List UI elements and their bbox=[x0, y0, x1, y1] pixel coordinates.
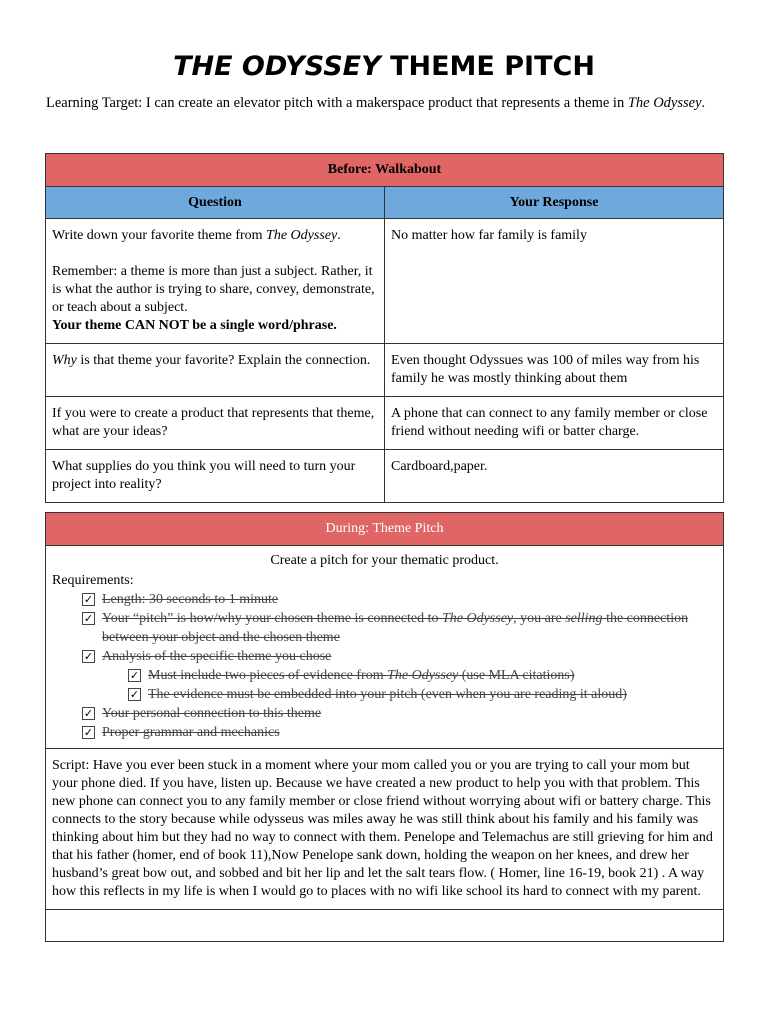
requirements-row bbox=[46, 546, 724, 749]
during-theme-pitch-table bbox=[45, 512, 724, 942]
list-item: ✓ Must include two pieces of evidence from The Odyssey (use MLA citations) bbox=[129, 668, 575, 683]
learning-target: Learning Target: I can create an elevator pitch with a makerspace product that represents a theme in The Odyssey. bbox=[46, 95, 706, 111]
table-row bbox=[46, 450, 724, 503]
checkbox-checked-icon[interactable]: ✓ bbox=[129, 669, 140, 682]
list-item: ✓ Your “pitch” is how/why your chosen theme is connected to The Odyssey, you are selling the connection between your object and the chosen theme bbox=[83, 611, 689, 645]
list-item: ✓ The evidence must be embedded into your pitch (even when you are reading it aloud) bbox=[129, 687, 627, 702]
question-column-header: Question bbox=[46, 187, 385, 219]
question-cell: Write down your favorite theme from The Odyssey. Remember: a theme is more than just a subject. Rather, it is what the author is trying to share, convey, demonstrate, or teach about a subject. Your theme CAN NOT be a single word/phrase. bbox=[46, 219, 385, 344]
list-item: ✓ Proper grammar and mechanics bbox=[83, 725, 280, 740]
empty-row bbox=[46, 910, 724, 942]
page-title bbox=[0, 50, 768, 84]
checkbox-checked-icon[interactable]: ✓ bbox=[83, 612, 94, 625]
requirements-cell bbox=[46, 546, 724, 749]
table-row bbox=[46, 344, 724, 397]
response-column-header: Your Response bbox=[385, 187, 724, 219]
response-cell[interactable]: A phone that can connect to any family member or close friend without needing wifi or batter charge. bbox=[385, 397, 724, 450]
question-cell: What supplies do you think you will need to turn your project into reality? bbox=[46, 450, 385, 503]
table-row bbox=[46, 219, 724, 344]
question-cell: Why is that theme your favorite? Explain the connection. bbox=[46, 344, 385, 397]
checkbox-checked-icon[interactable]: ✓ bbox=[83, 593, 94, 606]
title-book: THE ODYSSEY bbox=[173, 51, 381, 82]
list-item: ✓ Length: 30 seconds to 1 minute bbox=[83, 592, 279, 607]
script-text[interactable]: Script: Have you ever been stuck in a moment where your mom called you or you are trying to call your mom but your phone died. If you have, listen up. Because we have created a new product to help you with that problem. This new phone can connect you to any family member or close friend without worrying about wifi or battery charge. This connects to the story because while odysseus was miles away he was still think about his family and his family was thinking about him but they had no way to connect with them. Penelope and Telemachus are still grieving for him and that his father (homer, end of book 11),Now Penelope sank down, holding the weapon on her knees, and drew her husband’s great bow out, and sobbed and bit her lip and let the salt tears flow. ( Homer, line 16-19, book 21) . A way how this reflects in my life is when I would go to places with no wifi like school its hard to connect with my parent. bbox=[46, 749, 724, 910]
empty-cell[interactable] bbox=[46, 910, 724, 942]
response-cell[interactable]: No matter how far family is family bbox=[385, 219, 724, 344]
before-walkabout-table bbox=[45, 153, 724, 503]
question-cell: If you were to create a product that represents that theme, what are your ideas? bbox=[46, 397, 385, 450]
script-row bbox=[46, 749, 724, 910]
during-header: During: Theme Pitch bbox=[46, 513, 724, 546]
theme-warning: Your theme CAN NOT be a single word/phrase. bbox=[52, 318, 337, 333]
checkbox-checked-icon[interactable]: ✓ bbox=[83, 650, 94, 663]
checkbox-checked-icon[interactable]: ✓ bbox=[83, 726, 94, 739]
list-item: ✓ Your personal connection to this theme bbox=[83, 706, 322, 721]
requirements-list bbox=[52, 590, 717, 742]
response-cell[interactable]: Even thought Odyssues was 100 of miles way from his family he was mostly thinking about them bbox=[385, 344, 724, 397]
checkbox-checked-icon[interactable]: ✓ bbox=[129, 688, 140, 701]
pitch-intro: Create a pitch for your thematic product. bbox=[270, 553, 499, 568]
requirements-label: Requirements: bbox=[52, 573, 134, 588]
checkbox-checked-icon[interactable]: ✓ bbox=[83, 707, 94, 720]
before-header: Before: Walkabout bbox=[46, 154, 724, 187]
list-item: ✓ Analysis of the specific theme you chose bbox=[83, 649, 332, 664]
table-row bbox=[46, 397, 724, 450]
title-rest: THEME PITCH bbox=[380, 51, 595, 82]
theme-note: Remember: a theme is more than just a subject. Rather, it is what the author is trying to share, convey, demonstrate, or teach about a subject. bbox=[52, 264, 375, 315]
response-cell[interactable]: Cardboard,paper. bbox=[385, 450, 724, 503]
